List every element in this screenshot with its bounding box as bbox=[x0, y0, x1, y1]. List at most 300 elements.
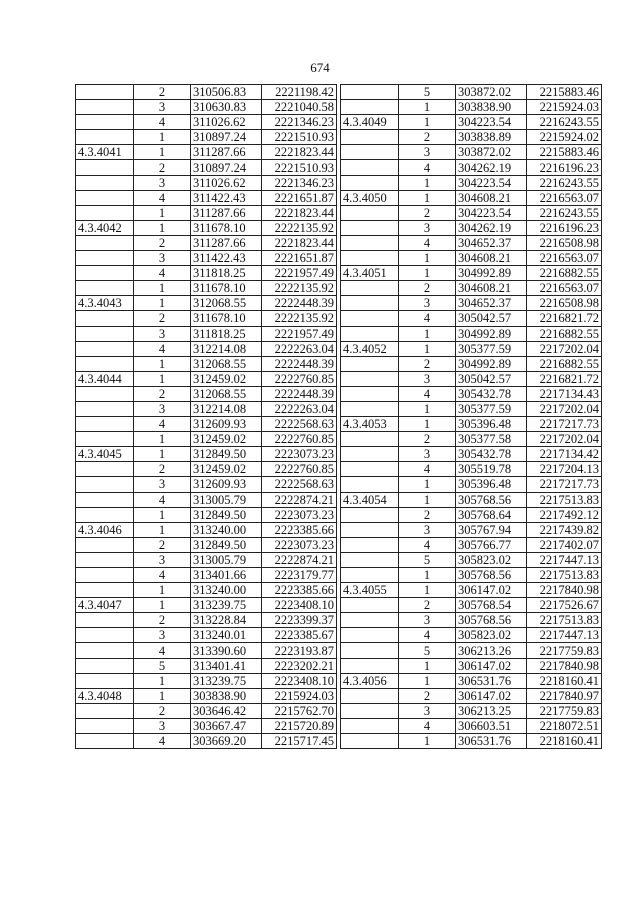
point-number-cell: 3 bbox=[134, 251, 191, 266]
x-coordinate-cell: 312849.50 bbox=[191, 537, 262, 552]
point-number-cell: 4 bbox=[134, 417, 191, 432]
x-coordinate-cell: 304223.54 bbox=[456, 115, 527, 130]
table-row bbox=[76, 552, 337, 567]
plot-id-cell bbox=[341, 522, 399, 537]
point-number-cell: 2 bbox=[399, 598, 456, 613]
x-coordinate-cell: 306147.02 bbox=[456, 658, 527, 673]
point-number-cell: 1 bbox=[134, 583, 191, 598]
point-number-cell: 4 bbox=[399, 628, 456, 643]
plot-id-cell bbox=[76, 568, 134, 583]
point-number-cell: 2 bbox=[134, 613, 191, 628]
plot-id-cell bbox=[341, 386, 399, 401]
x-coordinate-cell: 312068.55 bbox=[191, 386, 262, 401]
table-row bbox=[341, 100, 602, 115]
x-coordinate-cell: 313240.01 bbox=[191, 628, 262, 643]
y-coordinate-cell: 2217513.83 bbox=[527, 568, 602, 583]
plot-id-cell bbox=[76, 85, 134, 100]
x-coordinate-cell: 305432.78 bbox=[456, 447, 527, 462]
plot-id-cell bbox=[76, 100, 134, 115]
table-row bbox=[341, 734, 602, 749]
point-number-cell: 3 bbox=[399, 220, 456, 235]
point-number-cell: 1 bbox=[134, 356, 191, 371]
table-row bbox=[76, 417, 337, 432]
plot-id-cell bbox=[341, 145, 399, 160]
table-row bbox=[76, 718, 337, 733]
table-row bbox=[341, 598, 602, 613]
y-coordinate-cell: 2221510.93 bbox=[262, 160, 337, 175]
x-coordinate-cell: 312849.50 bbox=[191, 447, 262, 462]
y-coordinate-cell: 2222874.21 bbox=[262, 552, 337, 567]
y-coordinate-cell: 2223073.23 bbox=[262, 447, 337, 462]
y-coordinate-cell: 2216196.23 bbox=[527, 160, 602, 175]
x-coordinate-cell: 305377.59 bbox=[456, 341, 527, 356]
point-number-cell: 2 bbox=[134, 235, 191, 250]
plot-id-cell bbox=[341, 477, 399, 492]
y-coordinate-cell: 2216243.55 bbox=[527, 115, 602, 130]
y-coordinate-cell: 2216563.07 bbox=[527, 251, 602, 266]
table-row bbox=[341, 477, 602, 492]
x-coordinate-cell: 305823.02 bbox=[456, 552, 527, 567]
y-coordinate-cell: 2223073.23 bbox=[262, 507, 337, 522]
plot-id-cell bbox=[341, 311, 399, 326]
x-coordinate-cell: 306531.76 bbox=[456, 734, 527, 749]
plot-id-cell bbox=[76, 462, 134, 477]
plot-id-cell bbox=[76, 537, 134, 552]
y-coordinate-cell: 2215883.46 bbox=[527, 85, 602, 100]
x-coordinate-cell: 312214.08 bbox=[191, 401, 262, 416]
x-coordinate-cell: 311026.62 bbox=[191, 175, 262, 190]
plot-id-cell bbox=[341, 718, 399, 733]
y-coordinate-cell: 2222263.04 bbox=[262, 401, 337, 416]
x-coordinate-cell: 304992.89 bbox=[456, 326, 527, 341]
plot-id-cell bbox=[76, 417, 134, 432]
plot-id-cell bbox=[76, 477, 134, 492]
x-coordinate-cell: 303646.42 bbox=[191, 703, 262, 718]
point-number-cell: 2 bbox=[399, 688, 456, 703]
point-number-cell: 1 bbox=[399, 266, 456, 281]
x-coordinate-cell: 305432.78 bbox=[456, 386, 527, 401]
table-row bbox=[341, 115, 602, 130]
coordinates-table-left bbox=[75, 84, 337, 749]
point-number-cell: 4 bbox=[399, 537, 456, 552]
y-coordinate-cell: 2215717.45 bbox=[262, 734, 337, 749]
point-number-cell: 2 bbox=[399, 130, 456, 145]
plot-id-cell bbox=[341, 251, 399, 266]
x-coordinate-cell: 304262.19 bbox=[456, 160, 527, 175]
x-coordinate-cell: 311287.66 bbox=[191, 235, 262, 250]
table-row bbox=[76, 658, 337, 673]
y-coordinate-cell: 2216196.23 bbox=[527, 220, 602, 235]
plot-id-cell bbox=[76, 583, 134, 598]
table-row bbox=[76, 371, 337, 386]
x-coordinate-cell: 304992.89 bbox=[456, 356, 527, 371]
point-number-cell: 4 bbox=[134, 190, 191, 205]
y-coordinate-cell: 2217759.83 bbox=[527, 703, 602, 718]
x-coordinate-cell: 313240.00 bbox=[191, 522, 262, 537]
x-coordinate-cell: 310630.83 bbox=[191, 100, 262, 115]
table-row bbox=[76, 673, 337, 688]
x-coordinate-cell: 312459.02 bbox=[191, 432, 262, 447]
x-coordinate-cell: 313390.60 bbox=[191, 643, 262, 658]
y-coordinate-cell: 2217217.73 bbox=[527, 417, 602, 432]
table-row bbox=[341, 326, 602, 341]
point-number-cell: 2 bbox=[134, 85, 191, 100]
y-coordinate-cell: 2222448.39 bbox=[262, 296, 337, 311]
x-coordinate-cell: 304223.54 bbox=[456, 175, 527, 190]
point-number-cell: 1 bbox=[399, 326, 456, 341]
y-coordinate-cell: 2222263.04 bbox=[262, 341, 337, 356]
point-number-cell: 3 bbox=[399, 703, 456, 718]
y-coordinate-cell: 2216243.55 bbox=[527, 175, 602, 190]
table-row bbox=[341, 145, 602, 160]
plot-id-cell bbox=[341, 371, 399, 386]
point-number-cell: 3 bbox=[134, 552, 191, 567]
plot-id-cell: 4.3.4042 bbox=[76, 220, 134, 235]
table-row bbox=[341, 688, 602, 703]
plot-id-cell bbox=[76, 311, 134, 326]
table-row bbox=[341, 281, 602, 296]
page-number: 674 bbox=[310, 60, 330, 75]
y-coordinate-cell: 2223399.37 bbox=[262, 613, 337, 628]
plot-id-cell bbox=[76, 492, 134, 507]
x-coordinate-cell: 311287.66 bbox=[191, 205, 262, 220]
point-number-cell: 3 bbox=[134, 718, 191, 733]
plot-id-cell bbox=[76, 160, 134, 175]
y-coordinate-cell: 2217217.73 bbox=[527, 477, 602, 492]
y-coordinate-cell: 2215883.46 bbox=[527, 145, 602, 160]
y-coordinate-cell: 2222568.63 bbox=[262, 417, 337, 432]
table-row bbox=[76, 401, 337, 416]
plot-id-cell bbox=[76, 251, 134, 266]
plot-id-cell bbox=[341, 220, 399, 235]
plot-id-cell: 4.3.4051 bbox=[341, 266, 399, 281]
x-coordinate-cell: 312609.93 bbox=[191, 417, 262, 432]
table-row bbox=[341, 251, 602, 266]
y-coordinate-cell: 2217513.83 bbox=[527, 613, 602, 628]
point-number-cell: 1 bbox=[134, 447, 191, 462]
plot-id-cell bbox=[341, 537, 399, 552]
x-coordinate-cell: 305768.54 bbox=[456, 598, 527, 613]
y-coordinate-cell: 2217204.13 bbox=[527, 462, 602, 477]
plot-id-cell bbox=[76, 552, 134, 567]
y-coordinate-cell: 2221040.58 bbox=[262, 100, 337, 115]
y-coordinate-cell: 2217402.07 bbox=[527, 537, 602, 552]
plot-id-cell: 4.3.4050 bbox=[341, 190, 399, 205]
table-row bbox=[76, 130, 337, 145]
y-coordinate-cell: 2216563.07 bbox=[527, 281, 602, 296]
table-row bbox=[341, 537, 602, 552]
point-number-cell: 2 bbox=[134, 703, 191, 718]
x-coordinate-cell: 312459.02 bbox=[191, 371, 262, 386]
plot-id-cell bbox=[341, 432, 399, 447]
point-number-cell: 3 bbox=[399, 613, 456, 628]
table-row bbox=[76, 160, 337, 175]
y-coordinate-cell: 2217447.13 bbox=[527, 552, 602, 567]
y-coordinate-cell: 2222135.92 bbox=[262, 311, 337, 326]
point-number-cell: 1 bbox=[399, 734, 456, 749]
plot-id-cell bbox=[341, 507, 399, 522]
point-number-cell: 3 bbox=[399, 522, 456, 537]
point-number-cell: 1 bbox=[134, 130, 191, 145]
x-coordinate-cell: 305768.56 bbox=[456, 613, 527, 628]
plot-id-cell: 4.3.4052 bbox=[341, 341, 399, 356]
table-row bbox=[341, 462, 602, 477]
point-number-cell: 1 bbox=[399, 115, 456, 130]
x-coordinate-cell: 311422.43 bbox=[191, 251, 262, 266]
table-row bbox=[76, 220, 337, 235]
point-number-cell: 1 bbox=[399, 175, 456, 190]
table-row bbox=[341, 583, 602, 598]
x-coordinate-cell: 305768.64 bbox=[456, 507, 527, 522]
point-number-cell: 4 bbox=[399, 462, 456, 477]
point-number-cell: 4 bbox=[134, 734, 191, 749]
x-coordinate-cell: 303667.47 bbox=[191, 718, 262, 733]
x-coordinate-cell: 311287.66 bbox=[191, 145, 262, 160]
plot-id-cell bbox=[76, 205, 134, 220]
y-coordinate-cell: 2223408.10 bbox=[262, 673, 337, 688]
plot-id-cell bbox=[341, 296, 399, 311]
plot-id-cell: 4.3.4056 bbox=[341, 673, 399, 688]
table-row bbox=[341, 718, 602, 733]
y-coordinate-cell: 2221823.44 bbox=[262, 145, 337, 160]
point-number-cell: 4 bbox=[134, 492, 191, 507]
point-number-cell: 2 bbox=[399, 356, 456, 371]
table-row bbox=[341, 432, 602, 447]
point-number-cell: 1 bbox=[399, 417, 456, 432]
plot-id-cell: 4.3.4043 bbox=[76, 296, 134, 311]
point-number-cell: 4 bbox=[134, 266, 191, 281]
x-coordinate-cell: 313239.75 bbox=[191, 598, 262, 613]
x-coordinate-cell: 313228.84 bbox=[191, 613, 262, 628]
x-coordinate-cell: 303838.89 bbox=[456, 130, 527, 145]
point-number-cell: 1 bbox=[399, 583, 456, 598]
x-coordinate-cell: 313240.00 bbox=[191, 583, 262, 598]
table-row bbox=[341, 311, 602, 326]
y-coordinate-cell: 2221957.49 bbox=[262, 266, 337, 281]
plot-id-cell bbox=[76, 190, 134, 205]
point-number-cell: 1 bbox=[399, 568, 456, 583]
point-number-cell: 5 bbox=[399, 643, 456, 658]
y-coordinate-cell: 2223193.87 bbox=[262, 643, 337, 658]
plot-id-cell bbox=[341, 568, 399, 583]
plot-id-cell bbox=[76, 266, 134, 281]
table-row bbox=[76, 522, 337, 537]
plot-id-cell bbox=[341, 552, 399, 567]
x-coordinate-cell: 312609.93 bbox=[191, 477, 262, 492]
x-coordinate-cell: 304223.54 bbox=[456, 205, 527, 220]
y-coordinate-cell: 2218072.51 bbox=[527, 718, 602, 733]
point-number-cell: 2 bbox=[134, 537, 191, 552]
y-coordinate-cell: 2221346.23 bbox=[262, 175, 337, 190]
point-number-cell: 1 bbox=[134, 507, 191, 522]
table-row bbox=[341, 552, 602, 567]
y-coordinate-cell: 2216882.55 bbox=[527, 356, 602, 371]
plot-id-cell: 4.3.4041 bbox=[76, 145, 134, 160]
point-number-cell: 3 bbox=[134, 628, 191, 643]
x-coordinate-cell: 305396.48 bbox=[456, 417, 527, 432]
table-row bbox=[76, 100, 337, 115]
y-coordinate-cell: 2215762.70 bbox=[262, 703, 337, 718]
plot-id-cell bbox=[76, 356, 134, 371]
table-row bbox=[341, 522, 602, 537]
x-coordinate-cell: 306147.02 bbox=[456, 583, 527, 598]
plot-id-cell bbox=[76, 613, 134, 628]
x-coordinate-cell: 311678.10 bbox=[191, 311, 262, 326]
x-coordinate-cell: 310897.24 bbox=[191, 160, 262, 175]
table-row bbox=[341, 492, 602, 507]
table-row bbox=[341, 658, 602, 673]
y-coordinate-cell: 2222448.39 bbox=[262, 356, 337, 371]
x-coordinate-cell: 313005.79 bbox=[191, 492, 262, 507]
y-coordinate-cell: 2222760.85 bbox=[262, 371, 337, 386]
y-coordinate-cell: 2223408.10 bbox=[262, 598, 337, 613]
point-number-cell: 4 bbox=[134, 568, 191, 583]
plot-id-cell bbox=[341, 85, 399, 100]
table-row bbox=[76, 251, 337, 266]
x-coordinate-cell: 313401.41 bbox=[191, 658, 262, 673]
table-row bbox=[76, 175, 337, 190]
point-number-cell: 1 bbox=[399, 658, 456, 673]
point-number-cell: 1 bbox=[399, 100, 456, 115]
plot-id-cell bbox=[76, 718, 134, 733]
y-coordinate-cell: 2217447.13 bbox=[527, 628, 602, 643]
table-row bbox=[76, 205, 337, 220]
y-coordinate-cell: 2222760.85 bbox=[262, 462, 337, 477]
table-row bbox=[76, 447, 337, 462]
x-coordinate-cell: 305042.57 bbox=[456, 311, 527, 326]
table-row bbox=[76, 568, 337, 583]
x-coordinate-cell: 304992.89 bbox=[456, 266, 527, 281]
point-number-cell: 3 bbox=[134, 477, 191, 492]
x-coordinate-cell: 304608.21 bbox=[456, 251, 527, 266]
table-row bbox=[76, 296, 337, 311]
x-coordinate-cell: 313005.79 bbox=[191, 552, 262, 567]
x-coordinate-cell: 303872.02 bbox=[456, 145, 527, 160]
point-number-cell: 3 bbox=[134, 401, 191, 416]
table-row bbox=[76, 281, 337, 296]
table-row bbox=[76, 628, 337, 643]
point-number-cell: 3 bbox=[399, 296, 456, 311]
x-coordinate-cell: 306147.02 bbox=[456, 688, 527, 703]
point-number-cell: 4 bbox=[134, 341, 191, 356]
plot-id-cell bbox=[76, 386, 134, 401]
plot-id-cell bbox=[341, 100, 399, 115]
plot-id-cell bbox=[76, 235, 134, 250]
table-row bbox=[76, 492, 337, 507]
y-coordinate-cell: 2218160.41 bbox=[527, 673, 602, 688]
x-coordinate-cell: 304652.37 bbox=[456, 296, 527, 311]
table-row bbox=[76, 326, 337, 341]
table-row bbox=[76, 507, 337, 522]
x-coordinate-cell: 304608.21 bbox=[456, 281, 527, 296]
table-row bbox=[76, 583, 337, 598]
table-row bbox=[341, 205, 602, 220]
y-coordinate-cell: 2217134.43 bbox=[527, 386, 602, 401]
point-number-cell: 1 bbox=[399, 251, 456, 266]
x-coordinate-cell: 311422.43 bbox=[191, 190, 262, 205]
y-coordinate-cell: 2221651.87 bbox=[262, 190, 337, 205]
y-coordinate-cell: 2215720.89 bbox=[262, 718, 337, 733]
point-number-cell: 4 bbox=[399, 235, 456, 250]
table-row bbox=[76, 432, 337, 447]
x-coordinate-cell: 306603.51 bbox=[456, 718, 527, 733]
table-row bbox=[76, 537, 337, 552]
x-coordinate-cell: 311678.10 bbox=[191, 220, 262, 235]
plot-id-cell bbox=[341, 175, 399, 190]
table-row bbox=[341, 356, 602, 371]
table-row bbox=[76, 477, 337, 492]
plot-id-cell bbox=[76, 326, 134, 341]
x-coordinate-cell: 312459.02 bbox=[191, 462, 262, 477]
plot-id-cell bbox=[341, 281, 399, 296]
table-row bbox=[76, 356, 337, 371]
y-coordinate-cell: 2217759.83 bbox=[527, 643, 602, 658]
y-coordinate-cell: 2216882.55 bbox=[527, 326, 602, 341]
point-number-cell: 1 bbox=[399, 401, 456, 416]
table-row bbox=[341, 190, 602, 205]
x-coordinate-cell: 313401.66 bbox=[191, 568, 262, 583]
x-coordinate-cell: 304608.21 bbox=[456, 190, 527, 205]
x-coordinate-cell: 305768.56 bbox=[456, 492, 527, 507]
y-coordinate-cell: 2221510.93 bbox=[262, 130, 337, 145]
y-coordinate-cell: 2221346.23 bbox=[262, 115, 337, 130]
x-coordinate-cell: 306213.25 bbox=[456, 703, 527, 718]
plot-id-cell bbox=[341, 235, 399, 250]
table-row bbox=[341, 371, 602, 386]
y-coordinate-cell: 2218160.41 bbox=[527, 734, 602, 749]
x-coordinate-cell: 310506.83 bbox=[191, 85, 262, 100]
point-number-cell: 2 bbox=[399, 432, 456, 447]
point-number-cell: 4 bbox=[399, 718, 456, 733]
y-coordinate-cell: 2217202.04 bbox=[527, 432, 602, 447]
plot-id-cell bbox=[341, 356, 399, 371]
plot-id-cell: 4.3.4046 bbox=[76, 522, 134, 537]
point-number-cell: 1 bbox=[134, 371, 191, 386]
x-coordinate-cell: 310897.24 bbox=[191, 130, 262, 145]
point-number-cell: 1 bbox=[399, 190, 456, 205]
y-coordinate-cell: 2217134.42 bbox=[527, 447, 602, 462]
point-number-cell: 1 bbox=[399, 477, 456, 492]
table-row bbox=[341, 417, 602, 432]
table-row bbox=[341, 220, 602, 235]
y-coordinate-cell: 2223179.77 bbox=[262, 568, 337, 583]
x-coordinate-cell: 305396.48 bbox=[456, 477, 527, 492]
x-coordinate-cell: 312214.08 bbox=[191, 341, 262, 356]
table-row bbox=[341, 673, 602, 688]
point-number-cell: 1 bbox=[134, 522, 191, 537]
plot-id-cell bbox=[76, 130, 134, 145]
point-number-cell: 1 bbox=[134, 673, 191, 688]
point-number-cell: 2 bbox=[399, 507, 456, 522]
point-number-cell: 3 bbox=[399, 145, 456, 160]
y-coordinate-cell: 2216243.55 bbox=[527, 205, 602, 220]
x-coordinate-cell: 303838.90 bbox=[191, 688, 262, 703]
point-number-cell: 1 bbox=[399, 341, 456, 356]
y-coordinate-cell: 2223073.23 bbox=[262, 537, 337, 552]
x-coordinate-cell: 311026.62 bbox=[191, 115, 262, 130]
table-row bbox=[76, 462, 337, 477]
plot-id-cell bbox=[76, 628, 134, 643]
plot-id-cell bbox=[76, 175, 134, 190]
y-coordinate-cell: 2215924.03 bbox=[527, 100, 602, 115]
point-number-cell: 1 bbox=[399, 673, 456, 688]
plot-id-cell bbox=[341, 447, 399, 462]
x-coordinate-cell: 312849.50 bbox=[191, 507, 262, 522]
x-coordinate-cell: 305042.57 bbox=[456, 371, 527, 386]
point-number-cell: 3 bbox=[399, 371, 456, 386]
table-row bbox=[76, 115, 337, 130]
plot-id-cell bbox=[76, 507, 134, 522]
